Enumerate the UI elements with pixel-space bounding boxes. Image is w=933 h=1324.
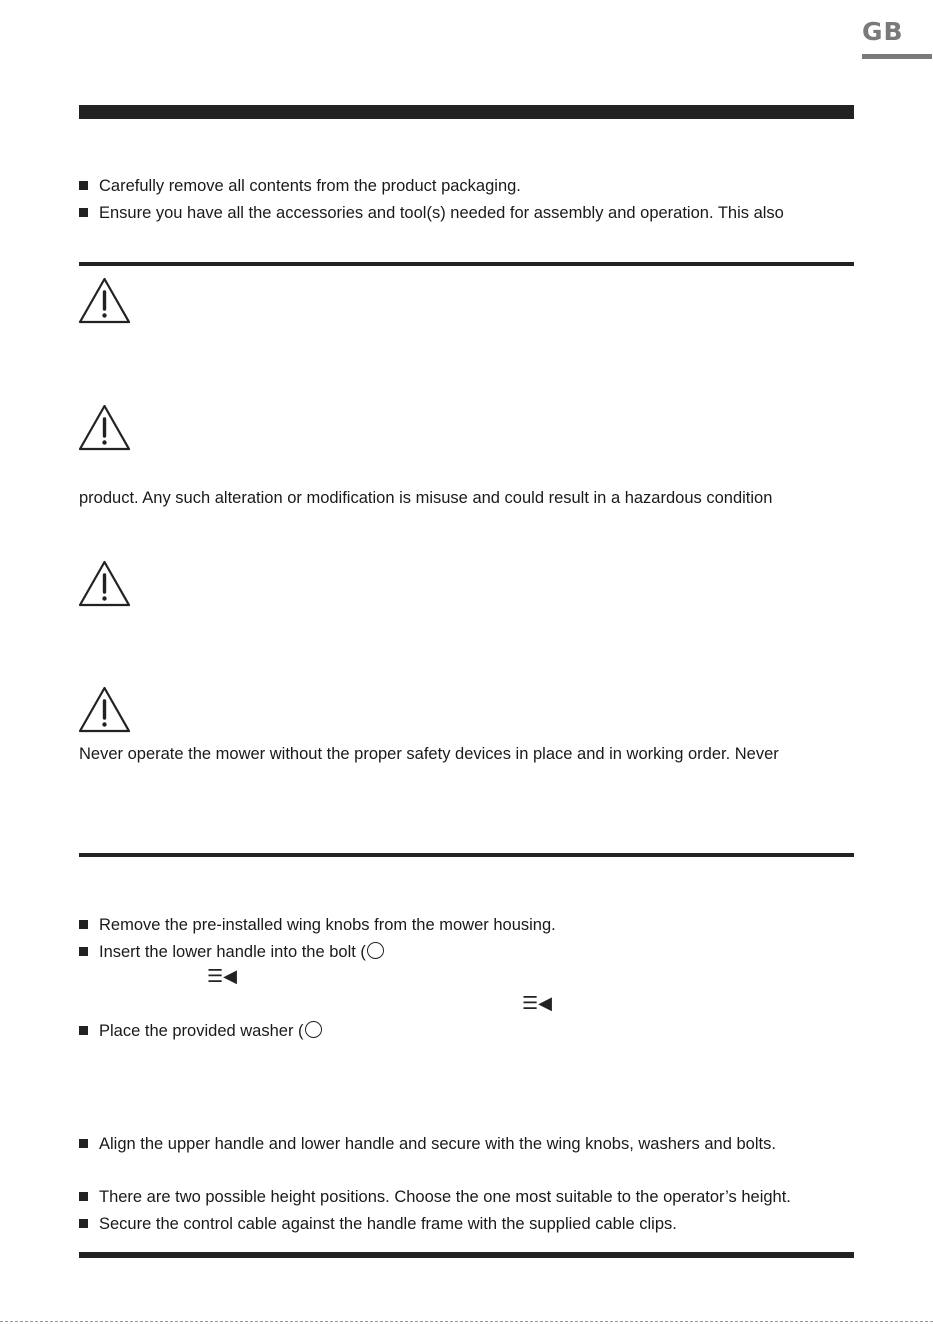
language-badge [862, 18, 932, 59]
warning-triangle-icon [78, 403, 131, 451]
square-bullet-icon [79, 181, 88, 190]
list-item: Secure the control cable against the handle frame with the supplied cable clips. [79, 1214, 677, 1234]
instruction-arrow-icon: ☰◀ [207, 966, 237, 987]
square-bullet-icon [79, 1026, 88, 1035]
square-bullet-icon [79, 1192, 88, 1201]
circle-reference-icon [367, 942, 384, 959]
instruction-arrow-icon: ☰◀ [522, 993, 552, 1014]
language-underline [862, 54, 932, 59]
section-header-bar-1 [79, 105, 854, 119]
list-item: There are two possible height positions. Choose the one most suitable to the operator’s height. [79, 1187, 791, 1207]
section-divider [79, 262, 854, 266]
language-code: GB [862, 17, 904, 46]
page-edge-dashes [0, 1321, 933, 1322]
warning-triangle-icon [78, 276, 131, 324]
warning-triangle-icon [78, 685, 131, 733]
section-divider [79, 853, 854, 857]
list-item: Align the upper handle and lower handle and secure with the wing knobs, washers and bolts. [79, 1134, 776, 1154]
list-item: Place the provided washer ( [79, 1021, 322, 1041]
list-item: Ensure you have all the accessories and tool(s) needed for assembly and operation. This also [79, 203, 784, 223]
warning-text: Never operate the mower without the proper safety devices in place and in working order. Never [79, 745, 779, 763]
square-bullet-icon [79, 208, 88, 217]
square-bullet-icon [79, 947, 88, 956]
square-bullet-icon [79, 1139, 88, 1148]
list-item: Remove the pre-installed wing knobs from the mower housing. [79, 915, 556, 935]
warning-text: product. Any such alteration or modification is misuse and could result in a hazardous condition [79, 489, 773, 507]
square-bullet-icon [79, 920, 88, 929]
circle-reference-icon [305, 1021, 322, 1038]
warning-triangle-icon [78, 559, 131, 607]
list-item: Carefully remove all contents from the product packaging. [79, 176, 521, 196]
list-item: Insert the lower handle into the bolt ( [79, 942, 384, 962]
square-bullet-icon [79, 1219, 88, 1228]
page-bottom-rule [79, 1252, 854, 1258]
